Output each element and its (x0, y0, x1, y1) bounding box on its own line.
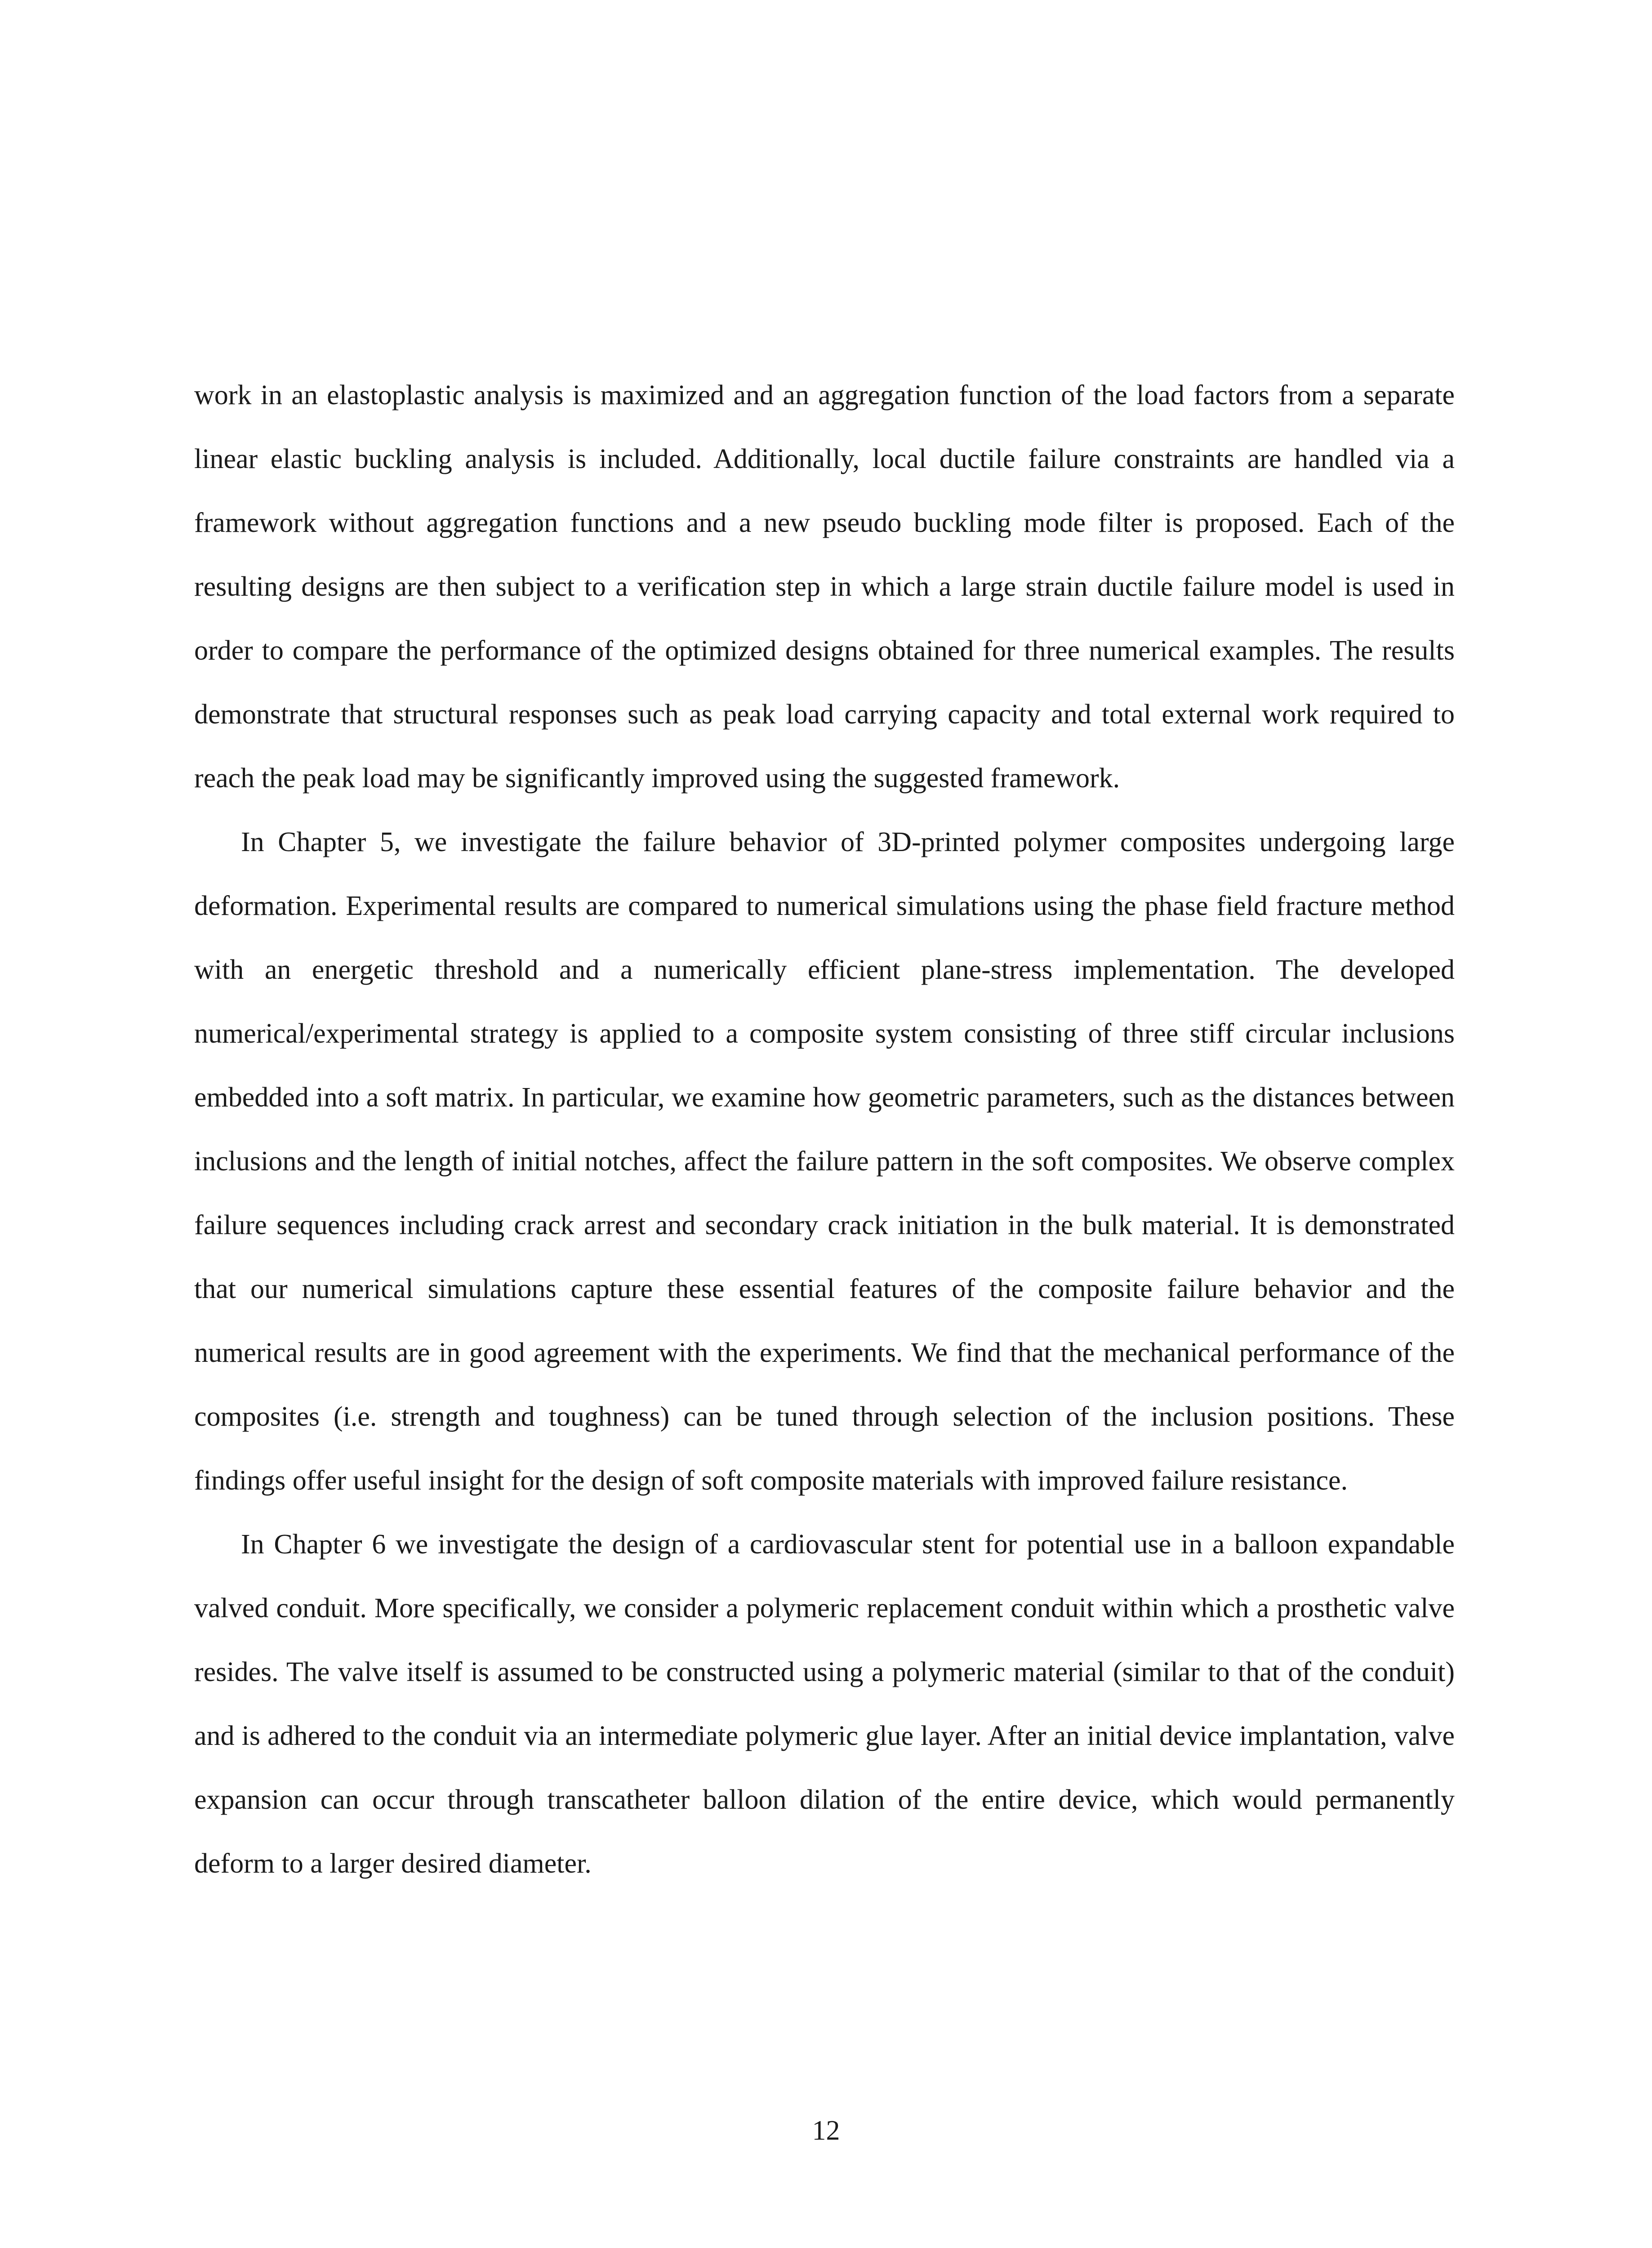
paragraph-1-continuation: work in an elastoplastic analysis is maximized and an aggregation function of the load factors from a separate linear elastic buckling analysis is included. Additionally, local ductile failure constraints are handled via a framework without aggregation functions and a new pseudo buckling mode filter is proposed. Each of the resulting designs are then subject to a verification step in which a large strain ductile failure model is used in order to compare the performance of the optimized designs obtained for three numerical examples. The results demonstrate that structural responses such as peak load carrying capacity and total external work required to reach the peak load may be significantly improved using the suggested framework. (194, 380, 1455, 794)
paragraph-chapter-6: In Chapter 6 we investigate the design of a cardiovascular stent for potential use in a balloon expandable valved conduit. More specifically, we consider a polymeric replacement conduit within which a prosthetic valve resides. The valve itself is assumed to be constructed using a polymeric material (similar to that of the conduit) and is adhered to the conduit via an intermediate polymeric glue layer. After an initial device implantation, valve expansion can occur through transcatheter balloon dilation of the entire device, which would permanently deform to a larger desired diameter. (194, 1529, 1455, 1879)
body-text (194, 363, 1455, 1896)
page-number: 12 (812, 2115, 840, 2146)
paragraph-chapter-5: In Chapter 5, we investigate the failure behavior of 3D-printed polymer composites undergoing large deformation. Experimental results are compared to numerical simulations using the phase field fracture method with an energetic threshold and a numerically efficient plane-stress implementation. The developed numerical/experimental strategy is applied to a composite system consisting of three stiff circular inclusions embedded into a soft matrix. In particular, we examine how geometric parameters, such as the distances between inclusions and the length of initial notches, affect the failure pattern in the soft composites. We observe complex failure sequences including crack arrest and secondary crack initiation in the bulk material. It is demonstrated that our numerical simulations capture these essential features of the composite failure behavior and the numerical results are in good agreement with the experiments. We find that the mechanical performance of the composites (i.e. strength and toughness) can be tuned through selection of the inclusion positions. These findings offer useful insight for the design of soft composite materials with improved failure resistance. (194, 827, 1455, 1496)
